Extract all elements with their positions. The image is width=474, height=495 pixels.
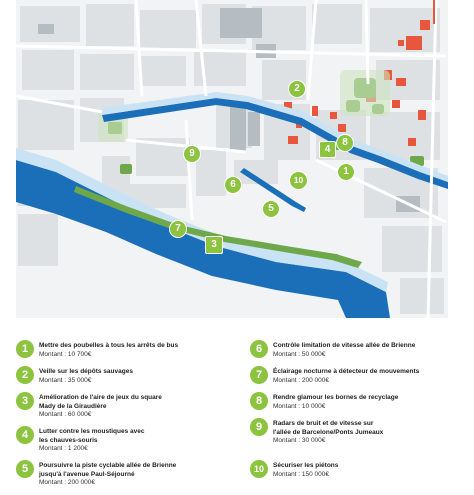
legend-text-7 xyxy=(273,368,468,385)
legend-title: Contrôle limitation de vitesse allée de Brienne xyxy=(273,342,416,349)
legend-amount: Montant : 200 000€ xyxy=(273,376,330,384)
legend-amount: Montant : 35 000€ xyxy=(39,376,92,384)
map-marker-1[interactable] xyxy=(337,163,355,181)
map-marker-6-label: 6 xyxy=(230,179,236,190)
legend-amount: Montant : 30 000€ xyxy=(273,437,326,445)
legend-title: Veille sur les dépôts sauvages xyxy=(39,368,133,375)
legend-amount: Montant : 10 700€ xyxy=(39,350,92,358)
legend-badge-3: 3 xyxy=(16,392,34,410)
legend-badge-4: 4 xyxy=(16,426,34,444)
legend-title: Amélioration de l'aire de jeux du square Mady de la Giraudière xyxy=(39,394,162,410)
legend-title: Mettre des poubelles à tous les arrêts de bus xyxy=(39,342,179,349)
legend-badge-9: 9 xyxy=(250,418,268,436)
legend-title: Sécuriser les piétons xyxy=(273,462,339,469)
legend-text-8 xyxy=(273,394,468,411)
map-marker-2-label: 2 xyxy=(294,83,300,94)
legend-title: Poursuivre la piste cyclable allée de Brienne jusqu'à l'avenue Paul-Séjourné xyxy=(39,462,177,478)
map-marker-4[interactable] xyxy=(319,141,336,158)
map-marker-3-label: 3 xyxy=(211,239,217,250)
legend-amount: Montant : 1 200€ xyxy=(39,445,88,453)
legend-text-3 xyxy=(39,394,234,420)
map-marker-4-label: 4 xyxy=(324,144,331,155)
legend-text-5 xyxy=(39,462,234,488)
legend-title: Éclairage nocturne à détecteur de mouvements xyxy=(273,368,420,375)
legend-amount: Montant : 150 000€ xyxy=(273,470,330,478)
map-marker-9[interactable] xyxy=(183,145,201,163)
map-marker-5-label: 5 xyxy=(268,203,274,214)
legend-text-2 xyxy=(39,368,234,385)
map-marker-8-label: 8 xyxy=(342,137,348,148)
legend-text-9 xyxy=(273,420,468,446)
map-marker-2[interactable] xyxy=(288,80,306,98)
legend-badge-2: 2 xyxy=(16,366,34,384)
legend xyxy=(0,333,474,495)
legend-badge-7: 7 xyxy=(250,366,268,384)
legend-title: Rendre glamour les bornes de recyclage xyxy=(273,394,399,401)
district-map xyxy=(16,0,448,318)
legend-amount: Montant : 50 000€ xyxy=(273,350,326,358)
legend-badge-5: 5 xyxy=(16,460,34,478)
map-marker-8[interactable] xyxy=(336,134,354,152)
legend-amount: Montant : 60 000€ xyxy=(39,411,92,419)
legend-badge-8: 8 xyxy=(250,392,268,410)
map-marker-10-label: 10 xyxy=(293,175,304,185)
legend-badge-1: 1 xyxy=(16,340,34,358)
legend-text-10 xyxy=(273,462,468,479)
map-marker-1-label: 1 xyxy=(343,166,349,177)
legend-title: Radars de bruit et de vitesse sur l'allée de Barcelone/Ponts Jumeaux xyxy=(273,420,384,436)
legend-text-6 xyxy=(273,342,468,359)
orange-road xyxy=(433,0,435,24)
map-marker-3[interactable] xyxy=(205,236,223,254)
legend-text-4 xyxy=(39,428,234,454)
legend-badge-10: 10 xyxy=(250,460,268,478)
map-marker-7[interactable] xyxy=(169,220,187,238)
map-marker-9-label: 9 xyxy=(189,148,195,159)
legend-amount: Montant : 200 000€ xyxy=(39,479,96,487)
legend-title: Lutter contre les moustiques avec les chauves-souris xyxy=(39,428,145,444)
legend-badge-6: 6 xyxy=(250,340,268,358)
legend-amount: Montant : 10 000€ xyxy=(273,402,326,410)
legend-text-1 xyxy=(39,342,234,359)
map-marker-10[interactable] xyxy=(289,171,308,190)
map-marker-6[interactable] xyxy=(224,176,242,194)
map-marker-5[interactable] xyxy=(262,200,280,218)
map-marker-7-label: 7 xyxy=(175,223,181,234)
